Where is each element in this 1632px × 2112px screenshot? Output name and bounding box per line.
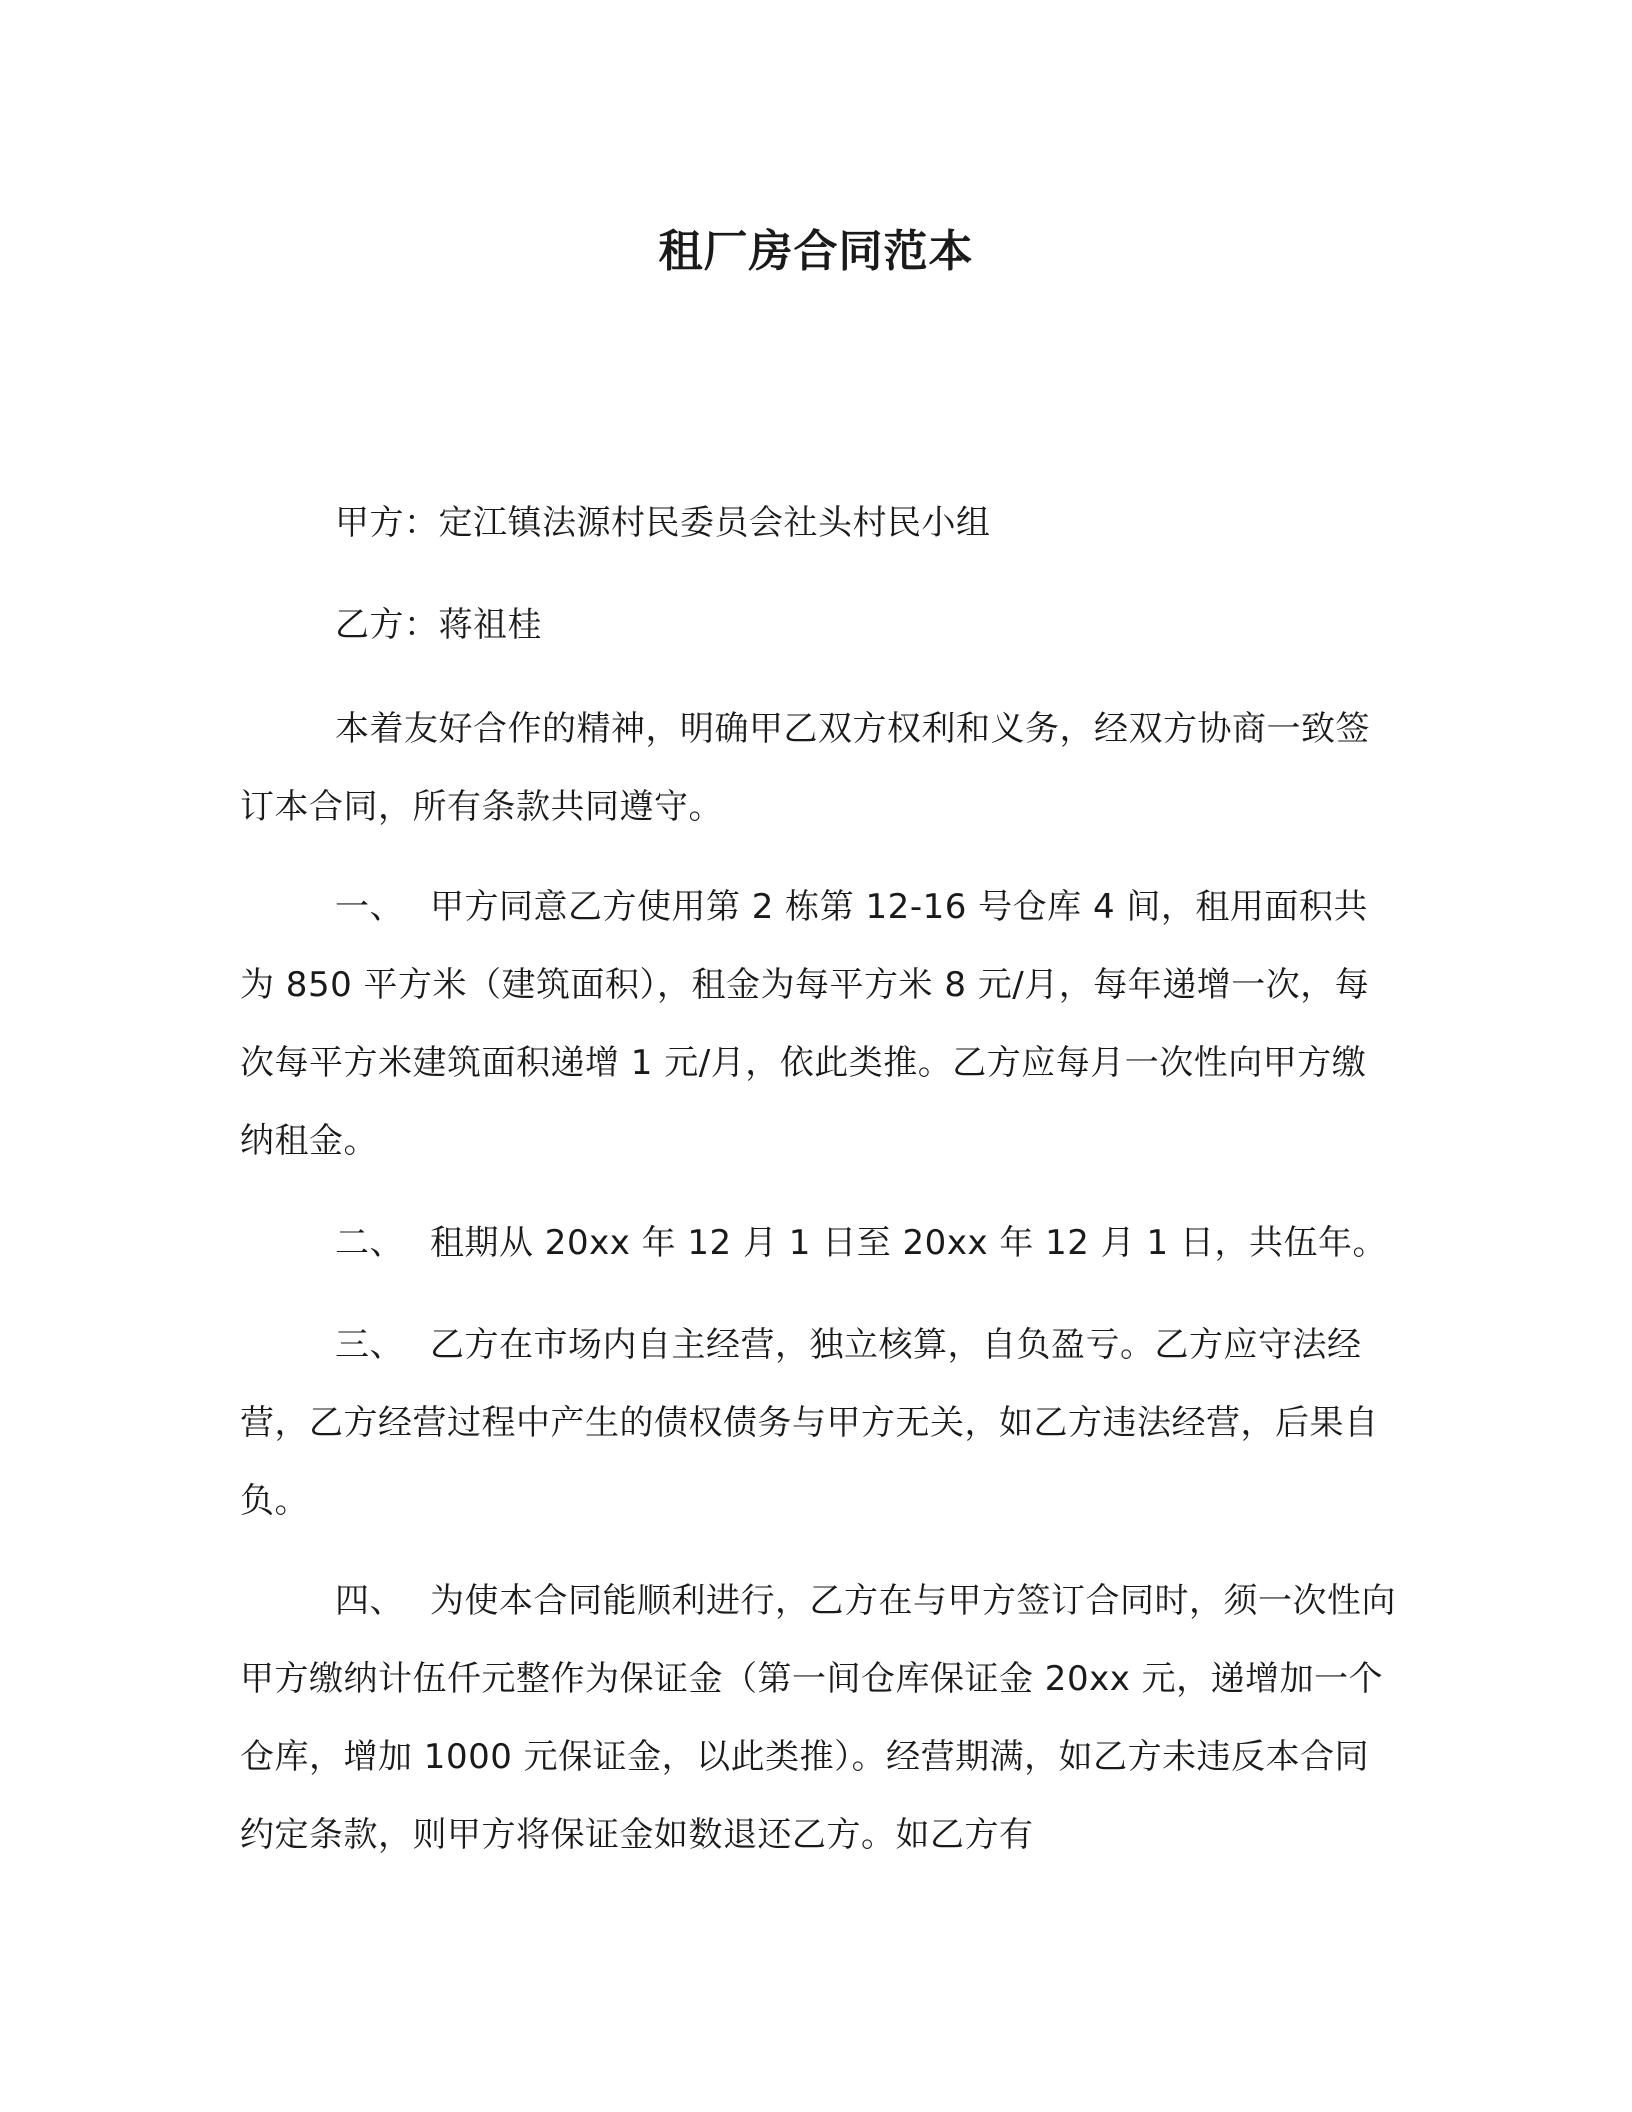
- party-b-text: 乙方：蒋祖桂: [335, 605, 542, 645]
- party-b-line: [240, 586, 1400, 664]
- intro-text: 本着友好合作的精神，明确甲乙双方权利和义务，经双方协商一致签订本合同，所有条款共同遵守。: [240, 709, 1370, 827]
- clause-text: 租期从 20xx 年 12 月 1 日至 20xx 年 12 月 1 日，共伍年。: [430, 1223, 1387, 1263]
- clause-number: 二、: [335, 1223, 404, 1263]
- clause-4: [240, 1562, 1400, 1874]
- clause-text: 甲方同意乙方使用第 2 栋第 12-16 号仓库 4 间，租用面积共为 850 平方米（建筑面积），租金为每平方米 8 元/月，每年递增一次，每次每平方米建筑面积递增 1 元/月，依此类推。乙方应每月一次性向甲方缴纳租金。: [240, 887, 1370, 1161]
- document-title: 租厂房合同范本: [658, 226, 974, 277]
- clause-3: [240, 1306, 1400, 1540]
- clause-number: 四、: [335, 1581, 404, 1621]
- clause-1: [240, 868, 1400, 1180]
- party-a-line: [240, 484, 1400, 562]
- clause-text: 为使本合同能顺利进行，乙方在与甲方签订合同时，须一次性向甲方缴纳计伍仟元整作为保证金（第一间仓库保证金 20xx 元，递增加一个仓库，增加 1000 元保证金，以此类推）。经营期满，如乙方未违反本合同约定条款，则甲方将保证金如数退还乙方。如乙方有: [240, 1581, 1396, 1855]
- intro-paragraph: [240, 690, 1400, 846]
- clause-text: 乙方在市场内自主经营，独立核算，自负盈亏。乙方应守法经营，乙方经营过程中产生的债权债务与甲方无关，如乙方违法经营，后果自负。: [240, 1325, 1379, 1521]
- clause-2: [240, 1204, 1400, 1282]
- clause-number: 三、: [335, 1325, 404, 1365]
- party-a-text: 甲方：定江镇法源村民委员会社头村民小组: [335, 503, 991, 543]
- clause-number: 一、: [335, 887, 404, 927]
